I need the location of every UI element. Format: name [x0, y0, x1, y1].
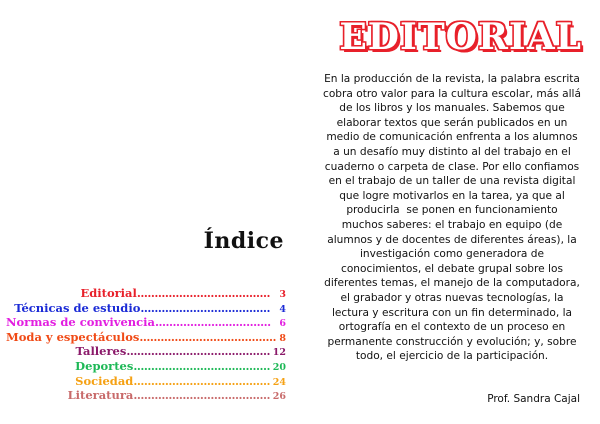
toc-entry-label: Editorial [80, 286, 137, 300]
toc-entry-label: Técnicas de estudio [14, 300, 141, 315]
toc-entry-label: Talleres [75, 344, 127, 359]
toc-entry-label: Moda y espectáculos [6, 329, 140, 344]
editorial-line: cobra otro valor para la cultura escolar, más allá [323, 87, 581, 100]
editorial-line: de los libros y los manuales. Sabemos que [339, 102, 565, 115]
editorial-line: en el trabajo de un taller de una revista digital [328, 175, 576, 188]
toc-entry-page: 6 [279, 318, 286, 330]
toc-entry[interactable] [6, 359, 286, 374]
editorial-page [300, 0, 600, 424]
toc-entry-leader: ....................................... [133, 388, 270, 403]
editorial-line: investigación como generadora de [359, 248, 545, 261]
toc-entry-leader: ....................................... [133, 358, 270, 373]
toc-entry-page: 20 [272, 361, 286, 373]
toc-entry[interactable] [6, 388, 286, 403]
editorial-line: diferentes temas, el manejo de la computadora, [324, 277, 580, 290]
toc-entry-leader: ................................. [154, 315, 271, 330]
toc-entry-page: 26 [272, 391, 286, 403]
editorial-line: todo, el ejercicio de la participación. [355, 350, 549, 363]
editorial-line: En la producción de la revista, la palabra escrita [324, 73, 580, 85]
toc-entry-page: 3 [279, 289, 286, 300]
editorial-line: el grabador y otras nuevas tecnologías, la [340, 291, 564, 304]
editorial-line: permanente construcción y evolución; y, sobre [327, 335, 577, 348]
editorial-title: EDITORIAL [339, 16, 582, 58]
editorial-line: alumnos y de docentes de diferentes áreas), la [327, 233, 577, 246]
toc-entry-page: 24 [272, 376, 286, 388]
editorial-line: muchos saberes: el trabajo en equipo (de [341, 218, 563, 231]
editorial-line: lectura y escritura con un fin determinado, la [331, 306, 573, 319]
toc-entry-page: 12 [272, 347, 286, 359]
toc-entry[interactable] [6, 374, 286, 389]
toc-entry-page: 8 [279, 332, 286, 344]
editorial-body [318, 72, 586, 364]
toc-entry-leader: ....................................... [139, 329, 277, 344]
toc-entry[interactable] [6, 301, 286, 316]
editorial-signature: Prof. Sandra Cajal [487, 393, 580, 405]
table-of-contents [6, 286, 286, 403]
editorial-line: elaborar textos que serán publicados en un [336, 116, 568, 129]
toc-entry[interactable] [6, 315, 286, 330]
editorial-line: medio de comunicación enfrenta a los alumnos [326, 131, 578, 144]
toc-entry-page: 4 [279, 303, 286, 315]
toc-entry-label: Literatura [67, 388, 134, 403]
editorial-line: cuaderno o carpeta de clase. Por ello confiamos [324, 160, 580, 173]
editorial-line: conocimientos, el debate grupal sobre los [341, 262, 563, 275]
editorial-line: producirla se ponen en funcionamiento [346, 204, 558, 217]
toc-entry[interactable] [6, 344, 286, 359]
toc-entry[interactable] [6, 286, 286, 301]
toc-entry-label: Deportes [75, 358, 134, 373]
index-title: Índice [203, 228, 284, 254]
editorial-line: ortografía en el contexto de un proceso en [338, 321, 566, 334]
toc-entry-label: Normas de convivencia [6, 315, 155, 330]
toc-entry-leader: ..................................... [140, 300, 270, 315]
toc-entry-leader: ...................................... [136, 286, 270, 300]
editorial-line: que logre motivarlos en la tarea, ya que al [339, 189, 565, 202]
toc-entry-label: Sociedad [75, 373, 134, 388]
editorial-line: a un desafío muy distinto al del trabajo en el [333, 145, 571, 158]
toc-entry-leader: ....................................... [133, 373, 270, 388]
toc-entry-leader: ......................................... [126, 344, 270, 359]
toc-entry[interactable] [6, 330, 286, 345]
